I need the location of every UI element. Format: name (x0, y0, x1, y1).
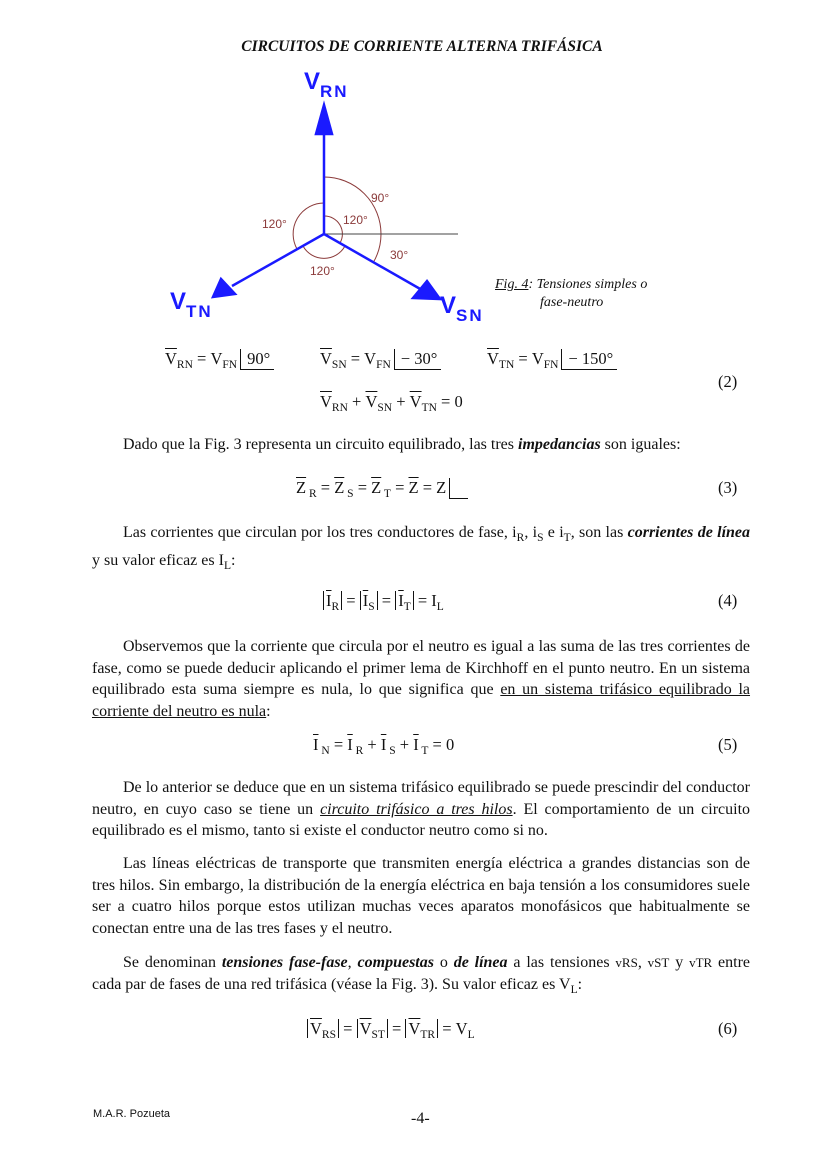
subscript: S (386, 745, 396, 757)
magnitude (357, 1019, 388, 1041)
phasor-symbol: $\overline{I}$ (380, 735, 387, 754)
equation-sum-voltages (320, 392, 463, 414)
angle-90: 90° (371, 191, 390, 205)
subscript: T (418, 745, 429, 757)
equation-text: = V (346, 349, 377, 368)
subscript: S (368, 601, 375, 613)
label-vsn: VSN (440, 292, 484, 325)
subscript: SN (377, 402, 393, 414)
subscript: RN (331, 402, 348, 414)
subscript: T (403, 601, 411, 613)
text: o (433, 954, 454, 971)
subscript: R (331, 601, 340, 613)
magnitude (307, 1019, 339, 1041)
text: e i (543, 524, 564, 541)
phasor-symbol: $\overline{I}$ (326, 591, 332, 610)
arc-30 (373, 234, 381, 263)
magnitude (395, 591, 414, 613)
equation-text: = (316, 478, 335, 497)
text: Observemos que la corriente que circula por el neutro es igual a las suma de las tres corrientes de fase, como se puede deducir aplicando el primer lema de Kirchhoff en el punto neutro. En un sistema equilibrado esta suma siempre es nula, lo que significa que (92, 638, 750, 699)
caption-text: : Tensiones simples o (528, 277, 648, 292)
equation-text: = V (514, 349, 544, 368)
equation-text: = (387, 1019, 406, 1038)
equation-line-currents (323, 591, 444, 613)
arc-120-bottom (303, 246, 345, 258)
equation-number: (5) (718, 735, 738, 754)
equation-number: (6) (718, 1019, 738, 1038)
text: Se denominan (123, 954, 222, 971)
vector-sn (324, 234, 422, 290)
phasor-diagram (0, 0, 828, 340)
equation-text: + (363, 735, 381, 754)
vector-tn (232, 234, 324, 286)
text: , i (524, 524, 538, 541)
equation-text: = (339, 1019, 357, 1038)
emphasis: S (537, 532, 544, 544)
phasor-symbol: $\overline{V}$ (359, 1019, 372, 1038)
paragraph (92, 777, 750, 842)
equation-text: = 0 (436, 392, 463, 411)
angle: − 150° (561, 349, 617, 370)
angle (449, 478, 468, 499)
emphasis: circuito trifásico a tres hilos (320, 800, 513, 818)
subscript: R (352, 745, 364, 757)
subscript: FN (376, 359, 391, 371)
emphasis: en un sistema trifásico equilibrado la corriente del neutro es nula (92, 681, 751, 720)
angle-30: 30° (390, 248, 409, 262)
equation-number: (2) (718, 372, 738, 391)
phasor-symbol: $\overline{V}$ (365, 392, 378, 411)
text: De lo anterior se deduce que en un sistema trifásico equilibrado se puede prescindir del conductor neutro, en cuyo caso se tiene un (92, 779, 750, 818)
page-number: -4- (411, 1110, 430, 1127)
label-vrn: VRN (304, 68, 349, 101)
subscript: FN (543, 359, 559, 371)
text: : (577, 975, 583, 993)
arrowhead-rn (316, 105, 332, 134)
equation-impedances (296, 478, 468, 500)
subscript: ST (371, 1029, 385, 1041)
equation-text: = V (438, 1019, 468, 1038)
subscript: N (318, 745, 330, 757)
figure-ref: Fig. 4 (495, 277, 529, 292)
emphasis: de línea (453, 954, 508, 971)
equation-vtn (487, 349, 617, 371)
tension-symbol: vST (647, 955, 670, 970)
paragraph (92, 853, 750, 939)
subscript: S (344, 488, 354, 500)
equation-vrn (165, 349, 274, 371)
text: y su valor eficaz es I (92, 551, 224, 569)
angle-120-inner: 120° (343, 213, 368, 227)
subscript: L (436, 601, 444, 613)
phasor-symbol: $\overline{I}$ (413, 735, 419, 754)
phasor-symbol: $\overline{Z}$ (296, 478, 307, 497)
text: y (669, 954, 690, 971)
footer-author: M.A.R. Pozueta (93, 1108, 171, 1120)
emphasis: corrientes de línea (627, 524, 751, 541)
text: son iguales: (600, 436, 681, 453)
emphasis: tensiones fase-fase (221, 954, 348, 971)
equation-text: = (342, 591, 360, 610)
magnitude (360, 591, 378, 613)
text: , (637, 954, 648, 971)
subscript: L (467, 1029, 475, 1041)
emphasis: impedancias (518, 436, 601, 453)
paragraph (92, 952, 750, 1001)
text: : (230, 551, 236, 569)
label-vtn: VTN (170, 288, 213, 321)
equation-text: = (353, 478, 372, 497)
emphasis: T (563, 532, 571, 544)
text: Las corrientes que circulan por los tres conductores de fase, i (123, 524, 517, 541)
text: , (347, 954, 358, 971)
figure-caption (495, 276, 647, 312)
text: . El comportamiento de un circuito equilibrado es el mismo, tanto si existe el conductor neutro como si no. (92, 800, 751, 840)
caption-text-2: fase-neutro (540, 295, 604, 310)
phasor-symbol: $\overline{V}$ (408, 1019, 421, 1038)
phasor-symbol: $\overline{Z}$ (371, 478, 382, 497)
subscript: TN (421, 402, 437, 414)
equation-text: = (377, 591, 396, 610)
phasor-symbol: $\overline{V}$ (409, 392, 422, 411)
paragraph (92, 636, 750, 722)
equation-vsn (320, 349, 441, 371)
angle-120-left: 120° (262, 217, 287, 231)
phasor-symbol: $\overline{I}$ (347, 735, 353, 754)
emphasis: L (570, 983, 578, 996)
equation-line-voltages (307, 1019, 475, 1041)
equation-text: + (395, 735, 414, 754)
paragraph (92, 522, 750, 577)
angle: 90° (240, 349, 274, 370)
arrowhead-tn (213, 279, 235, 297)
text: Las líneas eléctricas de transporte que transmiten energía eléctrica a grandes distancias son de tres hilos. Sin embargo, la distribución de la energía eléctrica en baja tensión a los consumidores suele ser a cuatro hilos porque estos utilizan muchas veces aparatos monofásicos que habitualmente se conectan entre una de las tres fases y el neutro. (92, 855, 750, 937)
equation-text: = Z (418, 478, 447, 497)
tension-symbol: vRS (615, 955, 638, 970)
equation-text: = (329, 735, 348, 754)
equation-text: = 0 (428, 735, 455, 754)
subscript: T (381, 488, 391, 500)
equation-text: + (347, 392, 366, 411)
phasor-symbol: $\overline{Z}$ (334, 478, 345, 497)
equation-number: (4) (718, 591, 738, 610)
text: Dado que la Fig. 3 representa un circuito equilibrado, las tres (123, 436, 518, 453)
phasor-symbol: $\overline{Z}$ (408, 478, 419, 497)
phasor-symbol: $\overline{V}$ (165, 349, 177, 368)
equation-text: = V (192, 349, 223, 368)
emphasis: R (516, 532, 525, 544)
phasor-symbol: $\overline{I}$ (362, 591, 369, 610)
emphasis: L (223, 559, 231, 572)
text: a las tensiones (507, 954, 616, 971)
phasor-symbol: $\overline{V}$ (320, 349, 332, 368)
phasor-symbol: $\overline{I}$ (313, 735, 319, 754)
subscript: RN (176, 359, 193, 371)
paragraph (92, 434, 750, 456)
phasor-symbol: $\overline{V}$ (487, 349, 499, 368)
angle: − 30° (394, 349, 442, 370)
subscript: SN (331, 359, 347, 371)
equation-text: = (390, 478, 409, 497)
equation-text: + (392, 392, 410, 411)
subscript: TN (498, 359, 515, 371)
equation-neutral-current (313, 735, 454, 757)
text: : (266, 702, 271, 720)
subscript: R (306, 488, 317, 500)
magnitude (323, 591, 342, 613)
arrowhead-sn (413, 281, 440, 299)
magnitude (405, 1019, 438, 1041)
equation-text: = I (413, 591, 437, 610)
subscript: TR (420, 1029, 436, 1041)
equation-number: (3) (718, 478, 738, 497)
tension-symbol: vTR (689, 955, 713, 970)
subscript: FN (222, 359, 238, 371)
phasor-symbol: $\overline{V}$ (320, 392, 332, 411)
angle-120-bottom: 120° (310, 264, 335, 278)
phasor-symbol: $\overline{I}$ (398, 591, 404, 610)
emphasis: compuestas (357, 954, 434, 971)
subscript: RS (321, 1029, 336, 1041)
page-title: CIRCUITOS DE CORRIENTE ALTERNA TRIFÁSICA (241, 38, 603, 55)
text: entre cada par de fases de una red trifásica (véase la Fig. 3). Su valor eficaz es V (92, 954, 751, 993)
text: , son las (570, 524, 628, 541)
phasor-symbol: $\overline{V}$ (310, 1019, 322, 1038)
